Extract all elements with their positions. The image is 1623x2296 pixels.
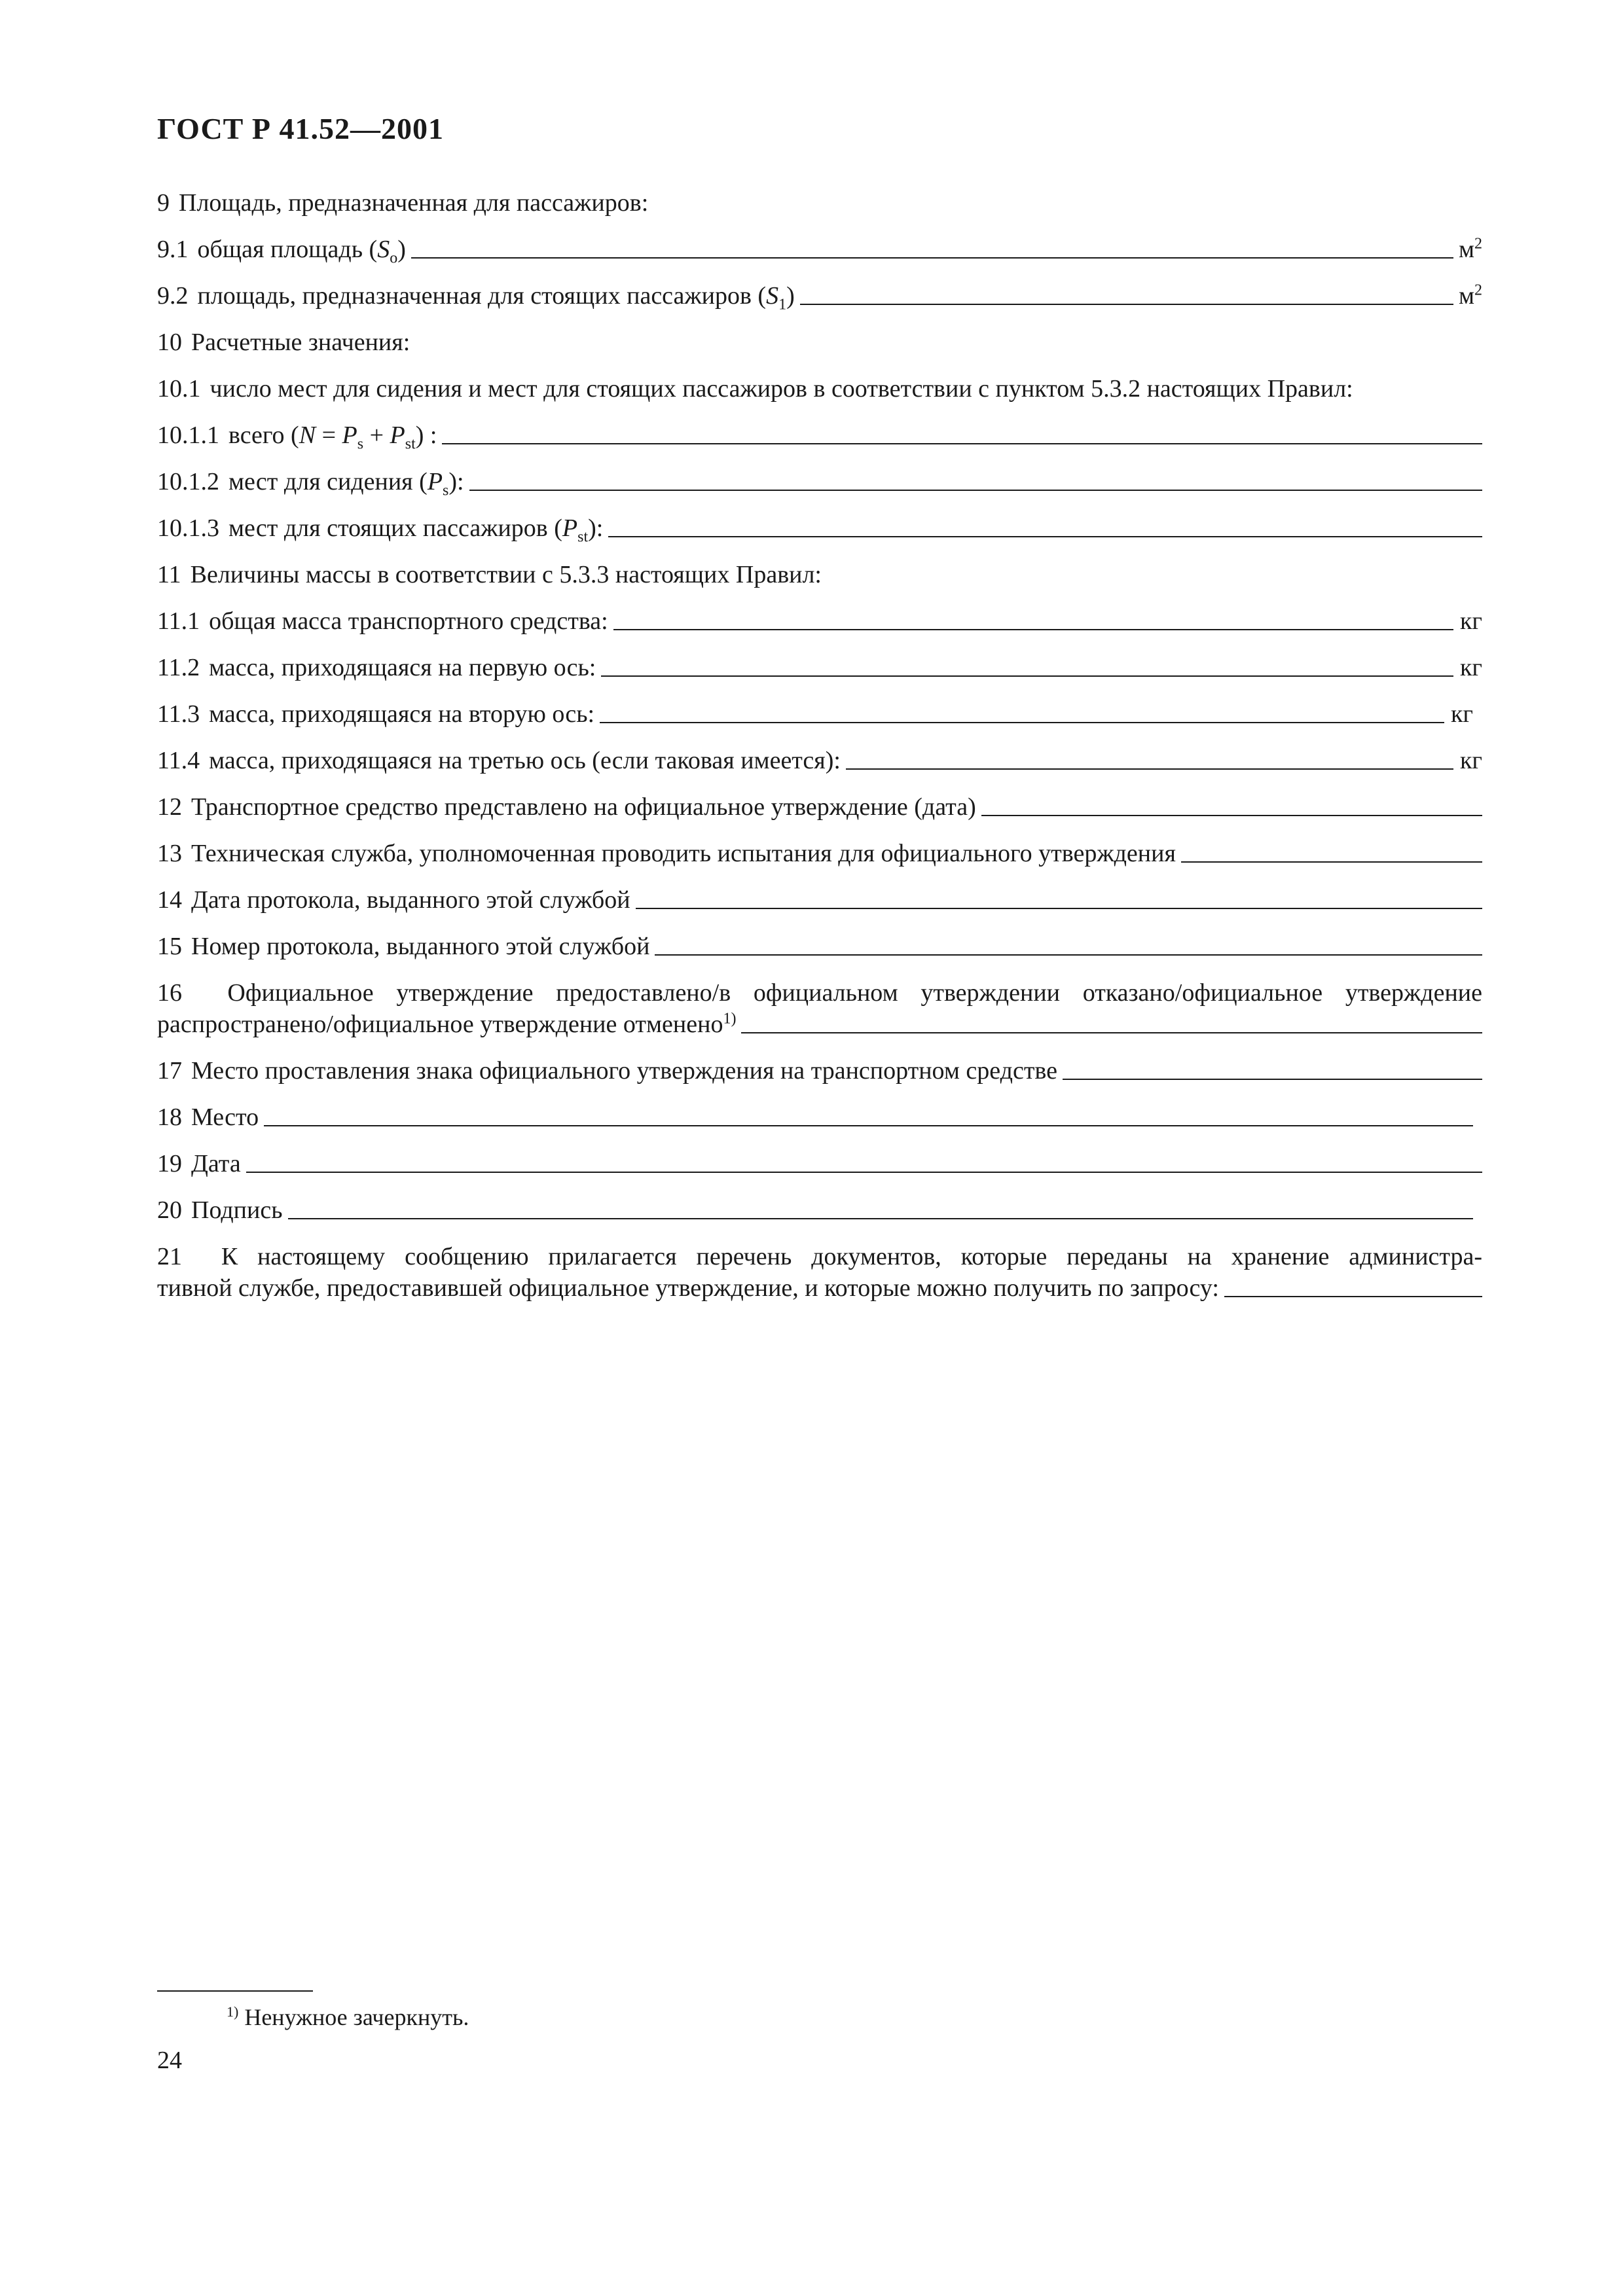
item-label: общая масса транспортного средства: xyxy=(209,607,608,635)
seated-places-blank[interactable] xyxy=(469,489,1482,491)
item-number: 19 xyxy=(157,1150,182,1177)
item-label: Транспортное средство представлено на официальное утверждение (дата) xyxy=(191,793,976,821)
unit-square-meters: $м^2$ xyxy=(1458,281,1482,310)
second-axle-mass-blank[interactable] xyxy=(600,721,1444,723)
item-10-1-2 xyxy=(157,466,1482,497)
report-date-blank[interactable] xyxy=(636,907,1482,909)
footnote-reference: 1) xyxy=(723,1010,737,1028)
section-9 xyxy=(157,187,1482,219)
item-number: 13 xyxy=(157,840,182,867)
unit-kg: кг xyxy=(1459,607,1482,635)
signature-blank[interactable] xyxy=(288,1217,1473,1219)
item-15 xyxy=(157,931,1482,962)
report-number-blank[interactable] xyxy=(655,954,1482,956)
item-9-2 xyxy=(157,280,1482,312)
item-9-1 xyxy=(157,234,1482,265)
item-label-line-2: тивной службе, предоставившей официальное утверждение, и которые можно получить по запросу: xyxy=(157,1272,1482,1304)
footnote-marker: 1) xyxy=(227,2003,239,2020)
item-number: 11 xyxy=(157,561,181,588)
item-number: 11.1 xyxy=(157,607,200,635)
item-21 xyxy=(157,1241,1482,1304)
date-blank[interactable] xyxy=(246,1171,1482,1173)
form-body xyxy=(157,187,1482,1319)
document-header: ГОСТ Р 41.52—2001 xyxy=(157,112,444,145)
item-10-1 xyxy=(157,373,1482,404)
item-label-line-1: 16 Официальное утверждение предоставлено/в официальном утверждении отказано/официальное утверждение xyxy=(157,979,1483,1007)
item-label: Место xyxy=(191,1103,259,1131)
item-label: Номер протокола, выданного этой службой xyxy=(191,933,650,960)
item-18 xyxy=(157,1102,1482,1133)
item-number: 12 xyxy=(157,793,182,821)
submission-date-blank[interactable] xyxy=(981,814,1482,816)
total-area-blank[interactable] xyxy=(411,257,1453,259)
item-label: Подпись xyxy=(191,1196,283,1224)
item-label: масса, приходящаяся на первую ось: xyxy=(209,654,596,681)
attached-documents-blank[interactable] xyxy=(1224,1295,1482,1297)
standing-places-blank[interactable] xyxy=(608,535,1482,537)
item-number: 17 xyxy=(157,1057,182,1085)
item-16 xyxy=(157,977,1482,1040)
item-label: Дата xyxy=(191,1150,241,1177)
place-blank[interactable] xyxy=(264,1124,1473,1126)
mark-location-blank[interactable] xyxy=(1063,1078,1482,1080)
item-number: 10 xyxy=(157,329,182,356)
standing-area-blank[interactable] xyxy=(800,303,1453,305)
footnote xyxy=(227,2001,469,2033)
item-12 xyxy=(157,791,1482,823)
item-11-3 xyxy=(157,698,1482,730)
item-label-line-2: распространено/официальное утверждение отменено$^{1)}$ xyxy=(157,1009,1482,1040)
third-axle-mass-blank[interactable] xyxy=(846,768,1453,770)
item-label: Площадь, предназначенная для пассажиров: xyxy=(179,189,649,217)
unit-kg: кг xyxy=(1450,700,1473,728)
page-number: 24 xyxy=(157,2047,182,2074)
item-number: 9.1 xyxy=(157,236,189,263)
unit-kg: кг xyxy=(1459,747,1482,774)
item-20 xyxy=(157,1194,1482,1226)
item-14 xyxy=(157,884,1482,916)
item-number: 11.4 xyxy=(157,747,200,774)
item-number: 9.2 xyxy=(157,282,189,310)
item-number: 15 xyxy=(157,933,182,960)
section-11 xyxy=(157,559,1482,590)
first-axle-mass-blank[interactable] xyxy=(601,675,1453,677)
item-number: 10.1 xyxy=(157,375,201,403)
item-label: Техническая служба, уполномоченная проводить испытания для официального утверждения xyxy=(191,840,1176,867)
total-places-blank[interactable] xyxy=(442,442,1482,444)
item-17 xyxy=(157,1055,1482,1086)
footnote-divider xyxy=(157,1990,313,1992)
footnote-text: Ненужное зачеркнуть. xyxy=(244,2004,469,2030)
approval-status-blank[interactable] xyxy=(741,1031,1482,1033)
item-number: 11.2 xyxy=(157,654,200,681)
total-mass-blank[interactable] xyxy=(613,628,1453,630)
item-number: 11.3 xyxy=(157,700,200,728)
item-label: всего $(N = P_s + P_{st})$ : xyxy=(228,422,437,453)
item-19 xyxy=(157,1148,1482,1179)
technical-service-blank[interactable] xyxy=(1181,861,1482,863)
item-label: масса, приходящаяся на третью ось (если таковая имеется): xyxy=(209,747,841,774)
item-number: 9 xyxy=(157,189,170,217)
item-label: Место проставления знака официального утверждения на транспортном средстве xyxy=(191,1057,1058,1085)
unit-kg: кг xyxy=(1459,654,1482,681)
item-number: 10.1.1 xyxy=(157,422,219,449)
item-10-1-1 xyxy=(157,420,1482,451)
item-number: 18 xyxy=(157,1103,182,1131)
item-label: Расчетные значения: xyxy=(191,329,410,356)
item-11-2 xyxy=(157,652,1482,683)
item-label: Дата протокола, выданного этой службой xyxy=(191,886,630,914)
item-11-1 xyxy=(157,605,1482,637)
unit-square-meters: $м^2$ xyxy=(1458,235,1482,263)
item-number: 20 xyxy=(157,1196,182,1224)
item-label: масса, приходящаяся на вторую ось: xyxy=(209,700,595,728)
item-label: мест для сидения $(P_s)$: xyxy=(228,468,464,499)
item-label: общая площадь $(S_o)$ xyxy=(197,236,406,267)
item-label: число мест для сидения и мест для стоящих пассажиров в соответствии с пунктом 5.3.2 настоящих Правил: xyxy=(210,375,1353,403)
item-label: Величины массы в соответствии с 5.3.3 настоящих Правил: xyxy=(190,561,822,588)
section-10 xyxy=(157,327,1482,358)
item-label-line-1: 21 К настоящему сообщению прилагается перечень документов, которые переданы на хранение администра- xyxy=(157,1243,1482,1270)
item-label: мест для стоящих пассажиров $(P_{st})$: xyxy=(228,514,604,546)
item-number: 10.1.3 xyxy=(157,514,219,542)
item-number: 14 xyxy=(157,886,182,914)
item-10-1-3 xyxy=(157,512,1482,544)
item-label: площадь, предназначенная для стоящих пассажиров $(S_1)$ xyxy=(197,282,795,314)
item-13 xyxy=(157,838,1482,869)
item-11-4 xyxy=(157,745,1482,776)
item-number: 10.1.2 xyxy=(157,468,219,495)
